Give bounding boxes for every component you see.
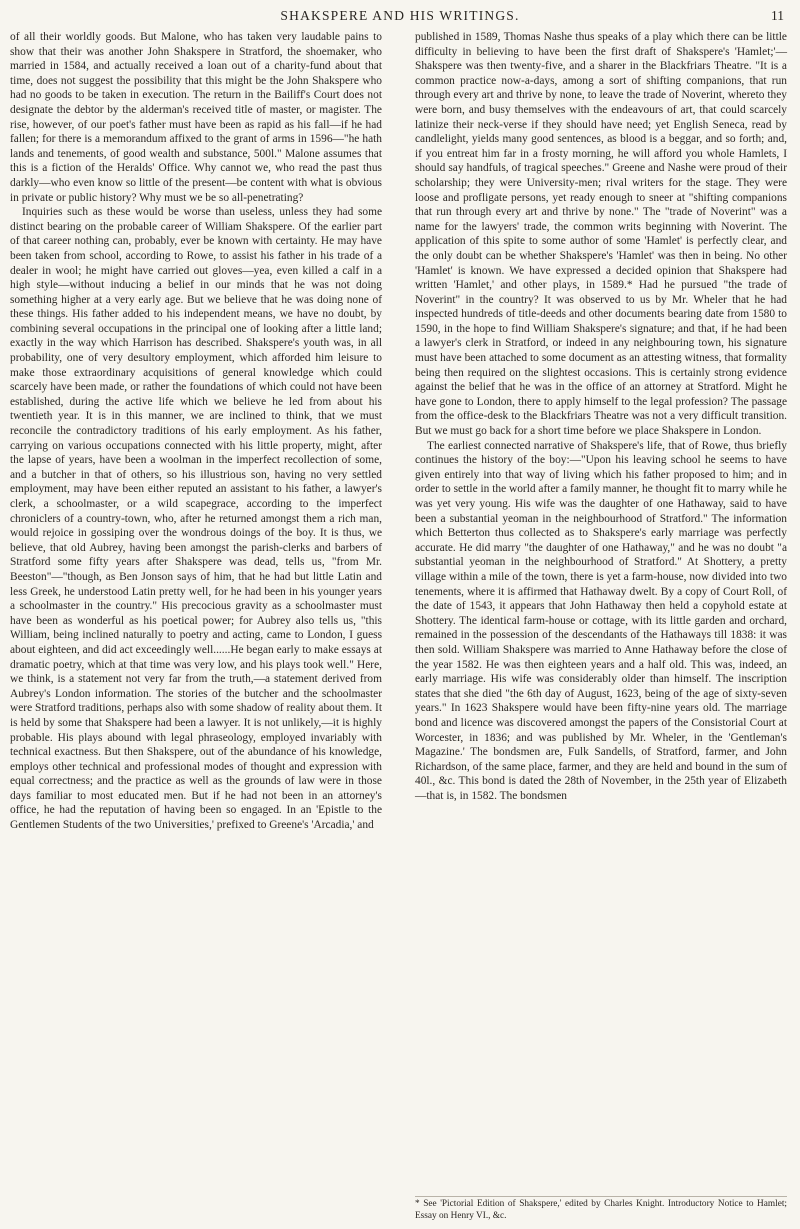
- left-column: [10, 30, 382, 833]
- right-column: [415, 30, 787, 803]
- running-head: SHAKSPERE AND HIS WRITINGS.: [280, 8, 520, 23]
- footnote: * See 'Pictorial Edition of Shakspere,' edited by Charles Knight. Introductory Notice to Hamlet; Essay on Henry VI., &c.: [415, 1196, 787, 1222]
- page-number: 11: [771, 8, 784, 23]
- paragraph: The earliest connected narrative of Shakspere's life, that of Rowe, thus briefly continues the history of the boy:—"Upon his leaving school he seems to have given entirely into that way of living which his father proposed to him; and in order to settle in the world after a family manner, he thought fit to marry while he was yet very young. His wife was the daughter of one Hathaway, said to have been a substantial yeoman in the neighbourhood of Stratford." The information which Betterton thus collected as to Shakspere's early marriage was perfectly accurate. He did marry "the daughter of one Hathaway," and he was no doubt "a substantial yeoman in the neighbourhood of Stratford." At Shottery, a pretty village within a mile of the town, there is yet a farm-house, now divided into two tenements, where it is affirmed that Hathaway dwelt. By a copy of Court Roll, of the date of 1543, it appears that John Hathaway then held a copyhold estate at Shottery. The identical farm-house or cottage, with its little garden and orchard, remained in the possession of the descendants of the Hathaways till 1838: it was then sold. William Shakspere was married to Anne Hathaway before the close of the year 1582. He was then eighteen years and a half old. This was, indeed, an early marriage. His wife was considerably older than himself. The inscription states that she died "the 6th day of August, 1623, being of the age of sixty-seven years." In 1623 Shakspere would have been fifty-nine years old. The marriage bond and licence was discovered amongst the papers of the Consistorial Court at Worcester, in 1836; and was published by Mr. Wheler, in the 'Gentleman's Magazine.' The bondsmen are, Fulk Sandells, of Stratford, farmer, and John Richardson, of the same place, farmer, and they are held and bound in the sum of 40l., &c. This bond is dated the 28th of November, in the 25th year of Elizabeth—that is, in 1582. The bondsmen: [415, 439, 787, 802]
- paragraph: published in 1589, Thomas Nashe thus speaks of a play which there can be little difficulty in believing to have been the first draft of Shakspere's 'Hamlet;'—Shakspere was then twenty-five, and a sharer in the Blackfriars Theatre. "It is a common practice now-a-days, among a sort of shifting companions, that run through every art and thrive by none, to leave the trade of Noverint, whereto they were born, and busy themselves with the endeavours of art, that could scarcely latinize their neck-verse if they should have need; yet English Seneca, read by candlelight, yields many good sentences, as blood is a beggar, and so forth; and, if you entreat him far in a frosty morning, he will afford you whole Hamlets, I should say handfuls, of tragical speeches." Greene and Nashe were proud of their scholarship; they were University-men; rival writers for the stage. They were loose and profligate persons, yet ready enough to sneer at "shifting companions that run through every art and thrive by none." The "trade of Noverint" was a name for the lawyers' trade, the common writs beginning with Noverint. The application of this spite to some author of some 'Hamlet' is perfectly clear, and the only doubt can be whether Shakspere's 'Hamlet' was then in being. No other 'Hamlet' is known. We have expressed a decided opinion that Shakspere had written 'Hamlet,' and other plays, in 1589.* Had he pursued "the trade of Noverint" in the country? It was observed to us by Mr. Wheler that he had inspected hundreds of title-deeds and other documents bearing date from 1580 to 1590, in the hope to find William Shakspere's signature; and that, if he had been a lawyer's clerk in Stratford, or indeed in any neighbouring town, his signature must have been attached to some document as an attesting witness, that formality being then required on the slightest occasions. This is certainly strong evidence against the belief that he was in the office of an attorney at Stratford. Might he have gone to London, there to apply himself to the legal profession? The passage from the office-desk to the Blackfriars Theatre was not a very difficult transition. But we must go back for a short time before we place Shakspere in London.: [415, 31, 787, 438]
- paragraph: Inquiries such as these would be worse than useless, unless they had some distinct bearing on the probable career of William Shakspere. Of the earlier part of that career nothing can, probably, ever be known with certainty. He may have been taken from school, according to Rowe, to assist his father in his trade of a dealer in wool; he might have carried out gloves—yea, even killed a calf in a high style—without inducing a belief in our minds that he was not doing something higher at a very early age. But we believe that he was doing none of these things. His father added to his independent means, we have no doubt, by combining several occupations in the principal one of looking after a little land; exactly in the way which Harrison has described. Shakspere's youth was, in all probability, one of very desultory employment, which afforded him leisure to make those extraordinary acquisitions of general knowledge which could scarcely have been made, or rather the foundations of which could not have been established, during the active life which we believe he led from about his twentieth year. It is in this manner, we are inclined to think, that we must reconcile the contradictory traditions of his early employment. As his father, carrying on various occupations connected with his little property, might, after the lapse of years, have been a woolman in the imperfect recollection of some, and a butcher in that of others, so his illustrious son, having no very settled employment, may have been either reputed an assistant to his father, a lawyer's clerk, a schoolmaster, or a wild scapegrace, according to the imperfect chroniclers of a country-town, who, after he returned amongst them a rich man, would rejoice in gossiping over the wondrous doings of the boy. It is thus, we believe, that old Aubrey, having been amongst the parish-clerks and barbers of Stratford some fifty years after Shakspere was dead, tells us, "from Mr. Beeston"—"though, as Ben Jonson says of him, that he had but little Latin and less Greek, he understood Latin pretty well, for he had been in his younger years a schoolmaster in the country." His precocious gravity as a schoolmaster must have been as wonderful as his poetical power; for Aubrey also tells us, "this William, being inclined naturally to poetry and acting, came to London, I guess about eighteen, and did act exceedingly well......He began early to make essays at dramatic poetry, which at that time was very low, and his plays took well." Here, we think, is a statement not very far from the truth,—a statement derived from Aubrey's London information. The stories of the butcher and the schoolmaster were Stratford traditions, perhaps also with some shadow of reality about them. It is held by some that Shakspere had been a lawyer. It is not unlikely,—it is highly probable. His plays abound with legal phraseology, employed invariably with technical exactness. But then Shakspere, out of the abundance of his knowledge, employs other technical and professional modes of thought and expression with equal correctness; and the practice as well as the grounds of law were in those days familiar to most educated men. But if he had not been in an attorney's office, he had the reputation of having been so engaged. In an 'Epistle to the Gentlemen Students of the two Universities,' prefixed to Greene's 'Arcadia,' and: [10, 206, 383, 832]
- paragraph: of all their worldly goods. But Malone, who has taken very laudable pains to show that their was another John Shakspere in Stratford, the shoemaker, who married in 1584, and actually received a loan out of a charity-fund about that time, does not suggest the possibility that this might be the John Shakspere who had no goods to be taken in execution. The return in the Bailiff's Court does not designate the debtor by the alderman's received title of master, or magister. The rise, however, of our poet's father must have been as rapid as his fall—if he had fallen; for there is a memorandum affixed to the grant of arms in 1596—"he hath lands and tenements, of good wealth and substance, 500l." Malone assumes that this is a fiction of the Heralds' Office. Why cannot we, who read the past thus darkly—who even know so little of the present—be content with what is obvious in private or public history? Why must we be so all-penetrating?: [10, 31, 382, 204]
